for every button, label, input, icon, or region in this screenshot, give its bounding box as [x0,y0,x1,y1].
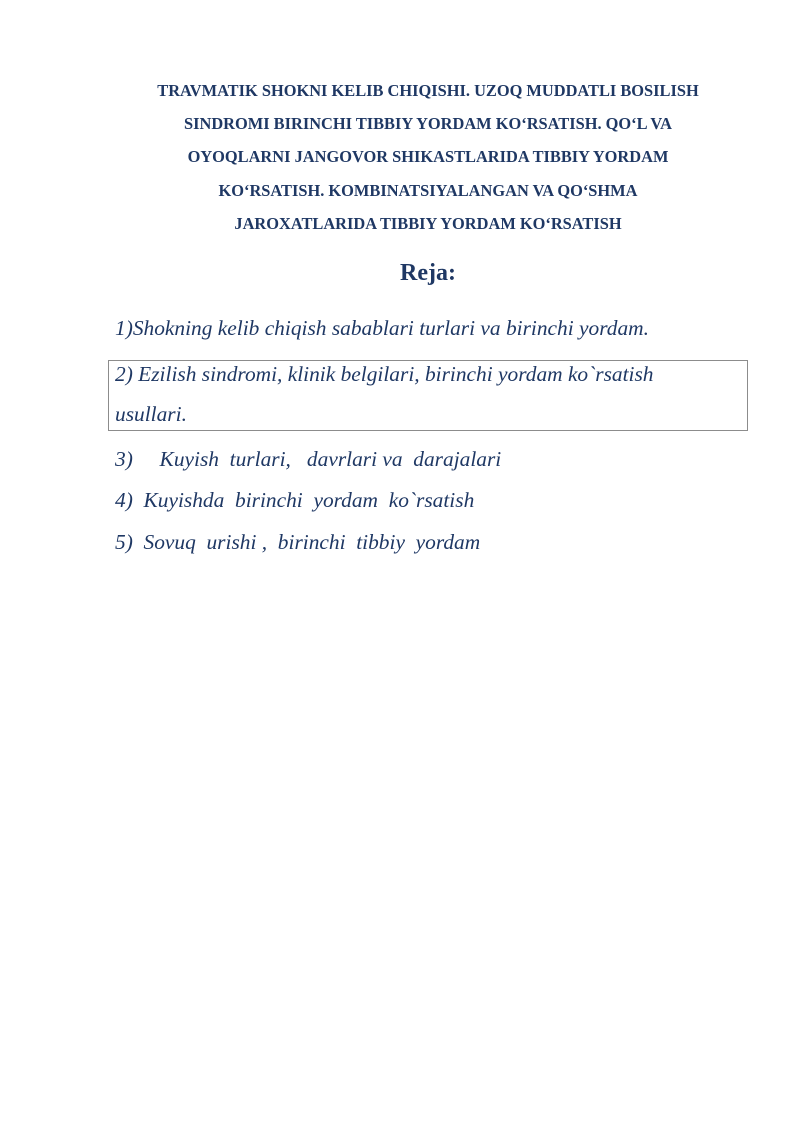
title-line-1: TRAVMATIK SHOKNI KELIB CHIQISHI. UZOQ MUDDATLI BOSILISH [157,81,699,100]
plan-item-2-box [108,360,748,431]
plan-item-4: 4) Kuyishda birinchi yordam ko`rsatish [115,488,475,512]
plan-heading: Reja: [400,260,456,286]
title-line-3: OYOQLARNI JANGOVOR SHIKASTLARIDA TIBBIY YORDAM [187,147,669,167]
plan-item-1: 1)Shokning kelib chiqish sabablari turlari va birinchi yordam. [115,316,649,340]
plan-item-3: 3) Kuyish turlari, davrlari va darajalari [115,447,502,471]
plan-item-5: 5) Sovuq urishi , birinchi tibbiy yordam [115,530,481,554]
title-line-5: JAROXATLARIDA TIBBIY YORDAM KO‘RSATISH [234,213,622,233]
plan-item-2-line-2: usullari. [115,402,187,426]
title-line-4: KO‘RSATISH. KOMBINATSIYALANGAN VA QO‘SHMA [218,180,638,200]
title-line-2: SINDROMI BIRINCHI TIBBIY YORDAM KO‘RSATISH. QO‘L VA [183,114,672,134]
plan-item-2-line-1: 2) Ezilish sindromi, klinik belgilari, birinchi yordam ko`rsatish [115,362,654,386]
document-title [100,74,756,240]
